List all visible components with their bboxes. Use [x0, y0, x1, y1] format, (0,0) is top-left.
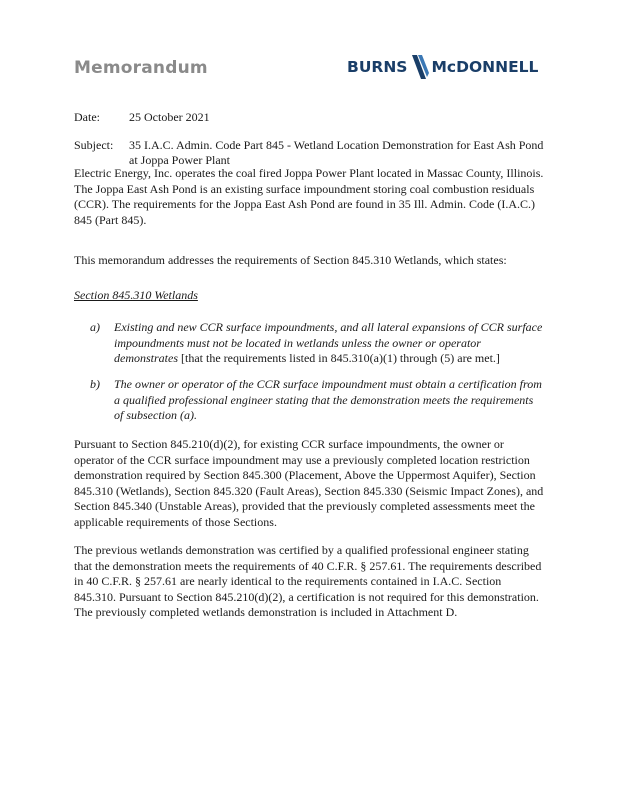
- paragraph-previous: The previous wetlands demonstration was certified by a qualified professional engineer stating that the demonstration meets the requirements of 40 C.F.R. § 257.61. The requirements described in 40 C.F.R. § 257.61 are nearly identical to the requirements contained in I.A.C. Section 845.310. Pursuant to Section 845.210(d)(2), a certification is not required for this demonstration. The previously completed wetlands demonstration is included in Attachment D.: [74, 543, 542, 620]
- paragraph-scope: This memorandum addresses the requirements of Section 845.310 Wetlands, which states:: [74, 253, 507, 267]
- paragraph-pursuant: Pursuant to Section 845.210(d)(2), for existing CCR surface impoundments, the owner or operator of the CCR surface impoundment may use a previously completed location restriction demonstration required by Section 845.300 (Placement, Above the Uppermost Aquifer), Section 845.310 (Wetlands), Section 845.320 (Fault Areas), Section 845.330 (Seismic Impact Zones), and Section 845.340 (Unstable Areas), provided that the previously completed assessments meet the applicable requirements of those Sections.: [74, 437, 544, 529]
- list-item-a-italic: Existing and new CCR surface impoundments, and all lateral expansions of CCR surface impoundments must not be located in wetlands unless the owner or operator demonstrates: [114, 320, 543, 366]
- subject-label: Subject:: [74, 138, 114, 152]
- company-logo: [347, 55, 538, 79]
- logo-text-right: McDONNELL: [431, 58, 539, 76]
- subject-row: [74, 138, 544, 167]
- date-value: 25 October 2021: [129, 110, 210, 124]
- list-item-a-marker: a): [90, 320, 100, 334]
- list-item-b: [90, 377, 545, 424]
- date-row: [74, 110, 210, 125]
- list-item-a-tail: [that the requirements listed in 845.310(a)(1) through (5) are met.]: [178, 351, 500, 366]
- date-label: Date:: [74, 110, 100, 124]
- logo-ribbon-icon: [409, 55, 429, 79]
- paragraph-intro: Electric Energy, Inc. operates the coal fired Joppa Power Plant located in Massac County, Illinois. The Joppa East Ash Pond is an existing surface impoundment storing coal combustion residuals (CCR). The requirements for the Joppa East Ash Pond are found in 35 Ill. Admin. Code (I.A.C.) 845 (Part 845).: [74, 166, 544, 227]
- list-item-b-text: The owner or operator of the CCR surface impoundment must obtain a certification from a qualified professional engineer stating that the demonstration meets the requirements of subsection (a).: [114, 377, 542, 423]
- section-heading: Section 845.310 Wetlands: [74, 288, 198, 302]
- list-item-a: [90, 320, 545, 367]
- logo-text-left: BURNS: [347, 58, 408, 76]
- subject-value: 35 I.A.C. Admin. Code Part 845 - Wetland Location Demonstration for East Ash Pond at Joppa Power Plant: [129, 138, 544, 167]
- memo-title: Memorandum: [74, 58, 208, 78]
- list-item-b-marker: b): [90, 377, 100, 391]
